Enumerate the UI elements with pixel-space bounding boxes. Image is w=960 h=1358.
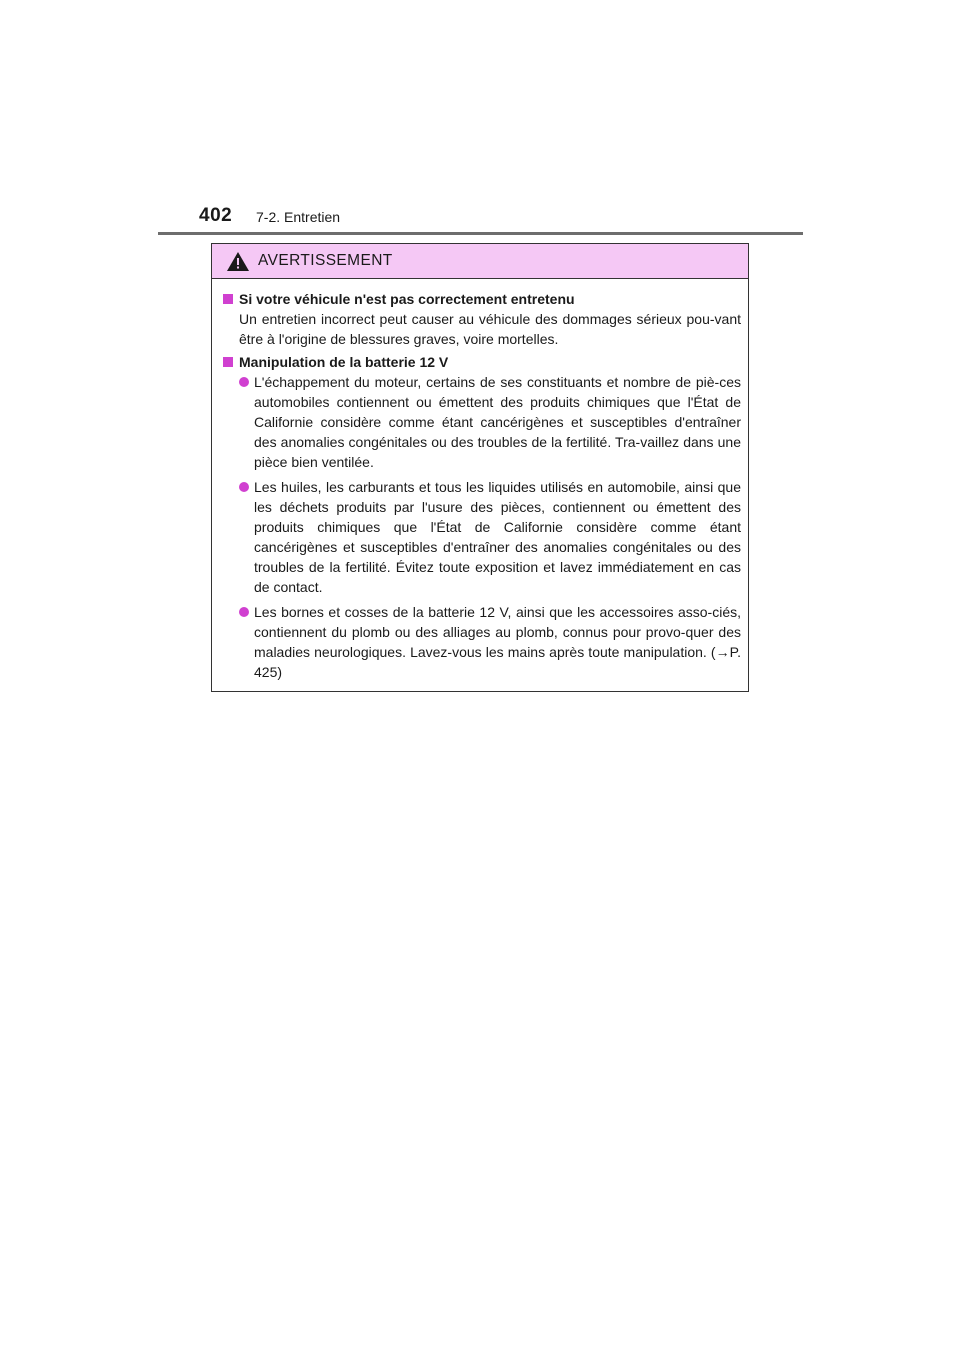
page-number: 402 <box>199 205 233 226</box>
section-title: 7-2. Entretien <box>256 209 341 225</box>
heading-text: Manipulation de la batterie 12 V <box>239 354 449 370</box>
bullet-text: Les bornes et cosses de la batterie 12 V, ainsi que les accessoires asso-ciés, contiennent du plomb ou des alliages au plomb, connus pour provo-quer des maladies neurologiques. Lavez-vous les mains après toute manipulation. (→P. 425) <box>254 604 741 680</box>
bullet-item <box>219 372 741 472</box>
square-bullet-icon <box>223 294 233 304</box>
section-heading <box>219 352 741 372</box>
round-bullet-icon <box>239 482 249 492</box>
heading-text: Si votre véhicule n'est pas correctement entretenu <box>239 291 575 307</box>
round-bullet-icon <box>239 607 249 617</box>
header-rule <box>158 232 803 235</box>
warning-header <box>212 244 748 279</box>
round-bullet-icon <box>239 377 249 387</box>
warning-triangle-icon <box>227 252 249 271</box>
bullet-item <box>219 477 741 597</box>
square-bullet-icon <box>223 357 233 367</box>
warning-body <box>212 279 748 682</box>
bullet-text: Les huiles, les carburants et tous les liquides utilisés en automobile, ainsi que les déchets produits par l'usure des pièces, contiennent ou émettent des produits chimiques que l'État de Californie considère comme étant cancérigènes et susceptibles d'entraîner des anomalies congénitales ou des troubles de la fertilité. Évitez toute exposition et lavez immédiatement en cas de contact. <box>254 479 741 595</box>
section-heading <box>219 289 741 309</box>
bullet-text: L'échappement du moteur, certains de ses constituants et nombre de piè-ces automobiles contiennent ou émettent des produits chimiques que l'État de Californie considère comme étant cancérigènes et susceptibles d'entraîner des anomalies congénitales ou des troubles de la fertilité. Tra-vaillez dans une pièce bien ventilée. <box>254 374 741 470</box>
section-paragraph: Un entretien incorrect peut causer au véhicule des dommages sérieux pou-vant être à l'origine de blessures graves, voire mortelles. <box>239 311 741 347</box>
bullet-item <box>219 602 741 682</box>
warning-box <box>211 243 749 692</box>
warning-title: AVERTISSEMENT <box>258 252 393 269</box>
